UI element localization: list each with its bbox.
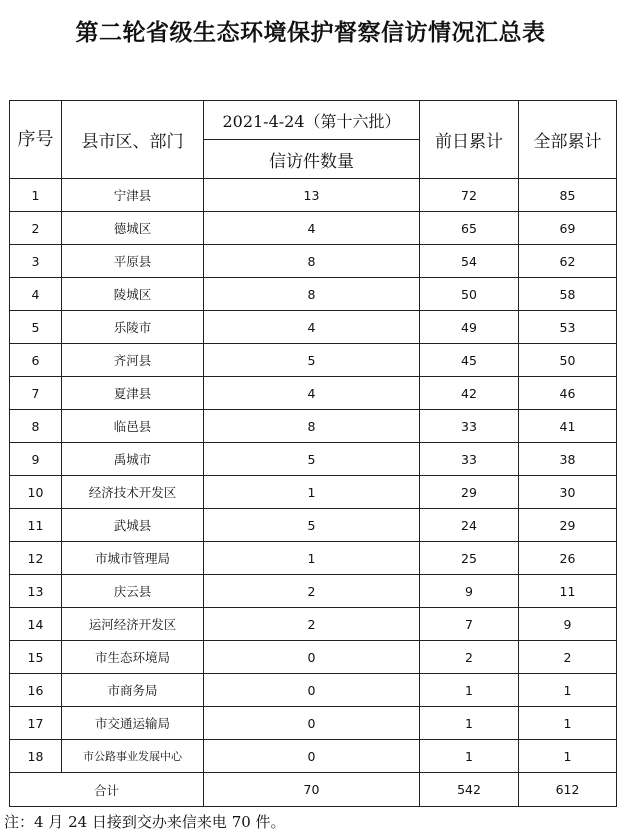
table-row bbox=[10, 641, 617, 674]
cell-seq: 12 bbox=[10, 542, 62, 575]
cell-count: 2 bbox=[204, 575, 420, 608]
cell-prev: 33 bbox=[420, 410, 519, 443]
cell-seq: 1 bbox=[10, 179, 62, 212]
cell-seq: 9 bbox=[10, 443, 62, 476]
cell-count: 0 bbox=[204, 641, 420, 674]
cell-total: 29 bbox=[519, 509, 617, 542]
cell-name: 临邑县 bbox=[62, 410, 204, 443]
cell-count: 5 bbox=[204, 509, 420, 542]
cell-total: 11 bbox=[519, 575, 617, 608]
cell-total: 62 bbox=[519, 245, 617, 278]
cell-prev: 24 bbox=[420, 509, 519, 542]
cell-seq: 10 bbox=[10, 476, 62, 509]
table-row bbox=[10, 575, 617, 608]
cell-count: 8 bbox=[204, 278, 420, 311]
page-title: 第二轮省级生态环境保护督察信访情况汇总表 bbox=[75, 20, 546, 46]
cell-seq: 17 bbox=[10, 707, 62, 740]
cell-seq: 15 bbox=[10, 641, 62, 674]
cell-seq: 7 bbox=[10, 377, 62, 410]
summary-table bbox=[9, 100, 617, 807]
table-row bbox=[10, 410, 617, 443]
cell-prev: 1 bbox=[420, 674, 519, 707]
table-row bbox=[10, 476, 617, 509]
header-batch: 2021-4-24（第十六批） bbox=[204, 101, 420, 140]
cell-seq: 4 bbox=[10, 278, 62, 311]
cell-name: 市城市管理局 bbox=[62, 542, 204, 575]
cell-prev: 1 bbox=[420, 707, 519, 740]
cell-count: 4 bbox=[204, 377, 420, 410]
total-label: 合计 bbox=[10, 773, 204, 807]
cell-name: 经济技术开发区 bbox=[62, 476, 204, 509]
table-row bbox=[10, 608, 617, 641]
cell-total: 1 bbox=[519, 707, 617, 740]
cell-count: 13 bbox=[204, 179, 420, 212]
cell-count: 2 bbox=[204, 608, 420, 641]
cell-prev: 25 bbox=[420, 542, 519, 575]
table-row bbox=[10, 311, 617, 344]
cell-name: 宁津县 bbox=[62, 179, 204, 212]
cell-total: 30 bbox=[519, 476, 617, 509]
table-row bbox=[10, 179, 617, 212]
cell-prev: 49 bbox=[420, 311, 519, 344]
cell-prev: 45 bbox=[420, 344, 519, 377]
cell-name: 乐陵市 bbox=[62, 311, 204, 344]
cell-count: 8 bbox=[204, 245, 420, 278]
cell-name: 市生态环境局 bbox=[62, 641, 204, 674]
cell-prev: 50 bbox=[420, 278, 519, 311]
header-seq: 序号 bbox=[10, 101, 62, 179]
total-count: 70 bbox=[204, 773, 420, 807]
header-count: 信访件数量 bbox=[204, 140, 420, 179]
cell-prev: 42 bbox=[420, 377, 519, 410]
cell-prev: 7 bbox=[420, 608, 519, 641]
cell-count: 5 bbox=[204, 443, 420, 476]
total-prev: 542 bbox=[420, 773, 519, 807]
cell-seq: 11 bbox=[10, 509, 62, 542]
cell-count: 8 bbox=[204, 410, 420, 443]
header-total: 全部累计 bbox=[519, 101, 617, 179]
cell-total: 46 bbox=[519, 377, 617, 410]
cell-total: 1 bbox=[519, 740, 617, 773]
cell-total: 1 bbox=[519, 674, 617, 707]
cell-prev: 9 bbox=[420, 575, 519, 608]
cell-count: 4 bbox=[204, 311, 420, 344]
cell-count: 0 bbox=[204, 740, 420, 773]
footnote: 注：4 月 24 日接到交办来信来电 70 件。 bbox=[4, 813, 286, 831]
cell-prev: 54 bbox=[420, 245, 519, 278]
cell-seq: 3 bbox=[10, 245, 62, 278]
cell-name: 庆云县 bbox=[62, 575, 204, 608]
cell-seq: 13 bbox=[10, 575, 62, 608]
cell-count: 4 bbox=[204, 212, 420, 245]
cell-total: 58 bbox=[519, 278, 617, 311]
cell-total: 69 bbox=[519, 212, 617, 245]
table-row bbox=[10, 509, 617, 542]
cell-prev: 33 bbox=[420, 443, 519, 476]
cell-seq: 14 bbox=[10, 608, 62, 641]
cell-count: 0 bbox=[204, 707, 420, 740]
cell-name: 陵城区 bbox=[62, 278, 204, 311]
cell-name: 德城区 bbox=[62, 212, 204, 245]
cell-total: 2 bbox=[519, 641, 617, 674]
cell-prev: 72 bbox=[420, 179, 519, 212]
table-body bbox=[10, 179, 617, 773]
cell-name: 市公路事业发展中心 bbox=[62, 740, 204, 773]
cell-prev: 29 bbox=[420, 476, 519, 509]
cell-count: 1 bbox=[204, 542, 420, 575]
total-row bbox=[10, 773, 617, 807]
cell-seq: 5 bbox=[10, 311, 62, 344]
header-dept: 县市区、部门 bbox=[62, 101, 204, 179]
table-row bbox=[10, 377, 617, 410]
table-row bbox=[10, 245, 617, 278]
table-row bbox=[10, 212, 617, 245]
cell-prev: 65 bbox=[420, 212, 519, 245]
table-row bbox=[10, 740, 617, 773]
cell-name: 平原县 bbox=[62, 245, 204, 278]
cell-name: 武城县 bbox=[62, 509, 204, 542]
cell-name: 市商务局 bbox=[62, 674, 204, 707]
table-row bbox=[10, 674, 617, 707]
cell-seq: 8 bbox=[10, 410, 62, 443]
cell-count: 1 bbox=[204, 476, 420, 509]
cell-seq: 6 bbox=[10, 344, 62, 377]
header-row-1 bbox=[10, 101, 617, 140]
cell-total: 9 bbox=[519, 608, 617, 641]
table-row bbox=[10, 707, 617, 740]
cell-name: 禹城市 bbox=[62, 443, 204, 476]
cell-name: 齐河县 bbox=[62, 344, 204, 377]
cell-count: 0 bbox=[204, 674, 420, 707]
cell-total: 53 bbox=[519, 311, 617, 344]
cell-total: 41 bbox=[519, 410, 617, 443]
table-row bbox=[10, 344, 617, 377]
cell-name: 夏津县 bbox=[62, 377, 204, 410]
table-row bbox=[10, 443, 617, 476]
table-row bbox=[10, 278, 617, 311]
header-prev: 前日累计 bbox=[420, 101, 519, 179]
cell-count: 5 bbox=[204, 344, 420, 377]
cell-total: 85 bbox=[519, 179, 617, 212]
cell-prev: 2 bbox=[420, 641, 519, 674]
table-row bbox=[10, 542, 617, 575]
cell-name: 市交通运输局 bbox=[62, 707, 204, 740]
cell-seq: 2 bbox=[10, 212, 62, 245]
cell-seq: 18 bbox=[10, 740, 62, 773]
cell-total: 26 bbox=[519, 542, 617, 575]
cell-prev: 1 bbox=[420, 740, 519, 773]
cell-name: 运河经济开发区 bbox=[62, 608, 204, 641]
cell-total: 38 bbox=[519, 443, 617, 476]
cell-total: 50 bbox=[519, 344, 617, 377]
total-total: 612 bbox=[519, 773, 617, 807]
cell-seq: 16 bbox=[10, 674, 62, 707]
